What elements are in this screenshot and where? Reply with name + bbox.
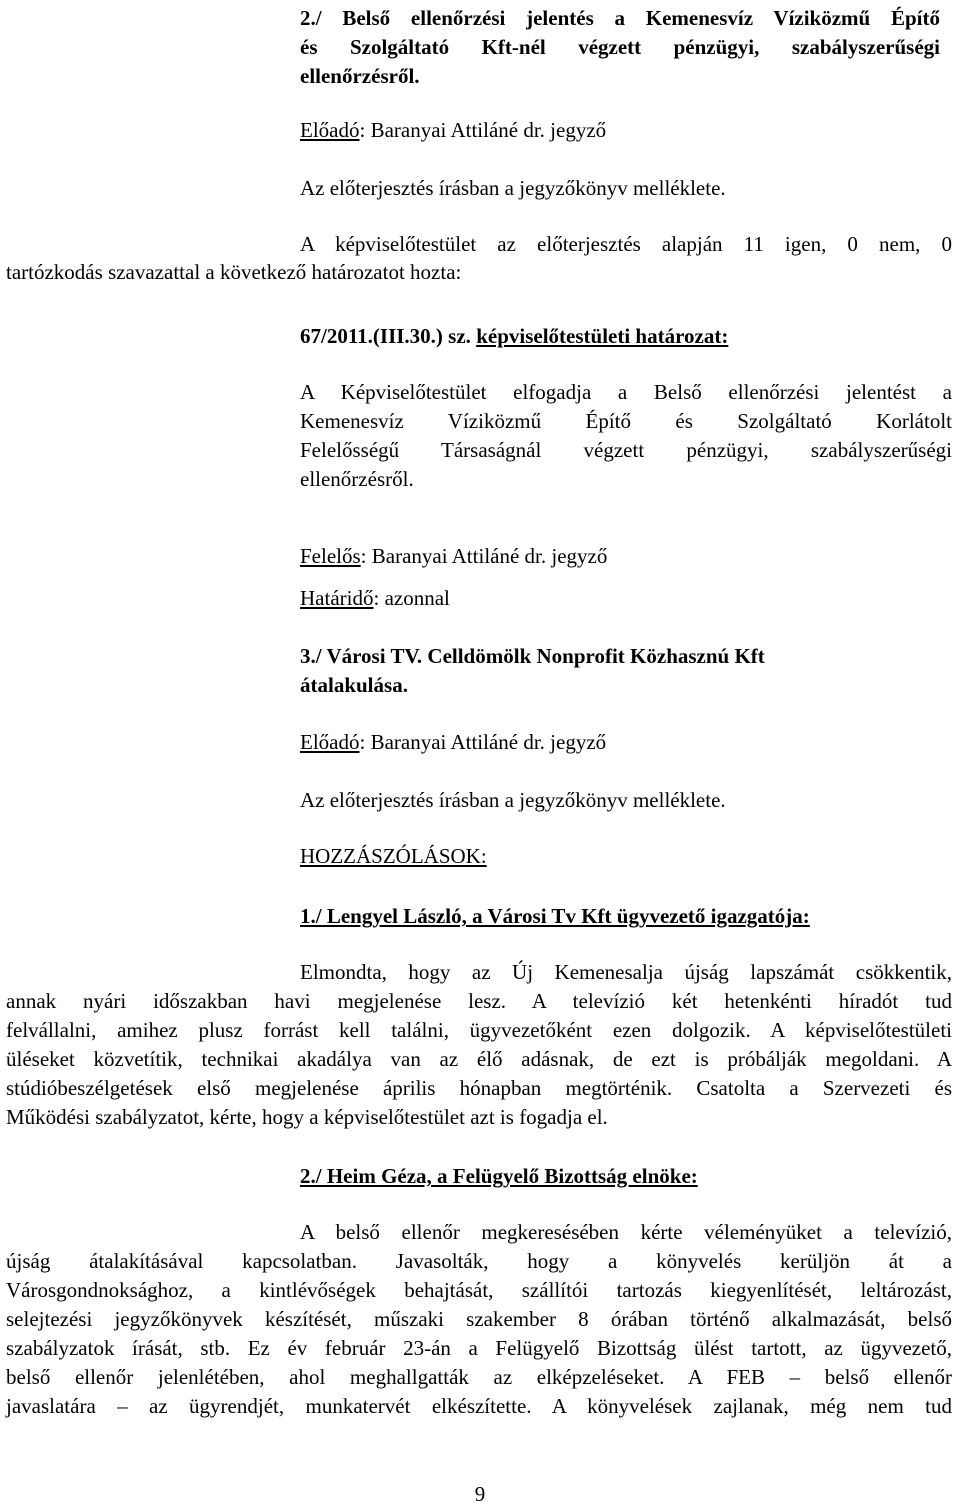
page-number: 9 [474,1482,486,1506]
speaker2-line: selejtezési jegyzőkönyvek készítését, műszaki szakember 8 órában történő alkalmazását, belső [6,1307,952,1331]
resolution-heading [300,322,728,351]
speaker2-line: szabályzatok írását, stb. Ez év február 23-án a Felügyelő Bizottság ülést tartott, az ügyvezető, [6,1336,952,1360]
deadline-value: : azonnal [373,586,450,610]
speaker1-line: felvállalni, amihez plusz forrást kell találni, ügyvezetőként ezen dolgozik. A képviselőtestületi [6,1018,952,1042]
speaker2-line: Városgondnoksághoz, a kintlévőségek behajtását, szállítói tartozás kiegyenlítését, leltározást, [6,1278,952,1302]
item2-title-line: 2./ Belső ellenőrzési jelentés a Kemenesvíz Víziközmű Építő [300,6,940,30]
speaker1-text [6,958,952,1132]
speaker1-line: Működési szabályzatot, kérte, hogy a képviselőtestület azt is fogadja el. [6,1105,608,1129]
item2-title-line: ellenőrzésről. [300,64,420,88]
presenter-value: : Baranyai Attiláné dr. jegyző [359,118,607,142]
speaker1-line: annak nyári időszakban havi megjelenése lesz. A televízió két hetenkénti híradót tud [6,989,952,1013]
item2-attachment-note: Az előterjesztés írásban a jegyzőkönyv melléklete. [300,176,726,200]
item2-presenter [300,116,606,145]
item3-title [300,642,900,700]
resolution-text-line: Kemenesvíz Víziközmű Építő és Szolgáltató Korlátolt [300,409,952,433]
speaker2-line: A belső ellenőr megkeresésében kérte véleményüket a televízió, [300,1220,952,1244]
item2-title [300,4,940,91]
speaker1-line: üléseket közvetítik, technikai akadálya van az élő adásnak, de ezt is próbálják megoldani. A [6,1047,952,1071]
presenter-label: Előadó [300,730,360,754]
responsible-line [300,542,607,571]
item3-title-line: 3./ Városi TV. Celldömölk Nonprofit Közhasznú Kft [300,644,765,668]
resolution-text-line: ellenőrzésről. [300,467,414,491]
deadline-label: Határidő [300,586,374,610]
item3-title-line: átalakulása. [300,673,408,697]
speaker2-text [6,1218,952,1421]
resolution-number: 67/2011.(III.30.) sz. [300,324,471,348]
vote-line: A képviselőtestület az előterjesztés alapján 11 igen, 0 nem, 0 [300,232,952,256]
responsible-label: Felelős [300,544,361,568]
item2-vote-line1 [300,230,952,259]
resolution-text-line: Felelősségű Társaságnál végzett pénzügyi, szabályszerűségi [300,438,952,462]
resolution-label: képviselőtestületi határozat: [476,324,729,348]
resolution-text [300,378,952,494]
presenter-value: : Baranyai Attiláné dr. jegyző [359,730,607,754]
resolution-text-line: A Képviselőtestület elfogadja a Belső ellenőrzési jelentést a [300,380,952,404]
speaker2-heading: 2./ Heim Géza, a Felügyelő Bizottság elnöke: [300,1164,698,1188]
speaker1-line: Elmondta, hogy az Új Kemenesalja újság lapszámát csökkentik, [300,960,952,984]
item2-vote-line2: tartózkodás szavazattal a következő határozatot hozta: [6,260,462,284]
speaker2-line: belső ellenőr jelenlétében, ahol meghallgatták az elképzeléseket. A FEB – belső ellenőr [6,1365,952,1389]
item3-attachment-note: Az előterjesztés írásban a jegyzőkönyv melléklete. [300,788,726,812]
speaker1-heading: 1./ Lengyel László, a Városi Tv Kft ügyvezető igazgatója: [300,904,810,928]
speaker2-line: újság átalakításával kapcsolatban. Javasolták, hogy a könyvelés kerüljön át a [6,1249,952,1273]
deadline-line [300,584,450,613]
responsible-value: : Baranyai Attiláné dr. jegyző [360,544,608,568]
speaker2-line: javaslatára – az ügyrendjét, munkatervét elkészítette. A könyvelések zajlanak, még nem tud [6,1394,952,1418]
speaker1-line: stúdióbeszélgetések első megjelenése április hónapban megtörténik. Csatolta a Szervezeti és [6,1076,952,1100]
item3-presenter [300,728,606,757]
comments-heading: HOZZÁSZÓLÁSOK: [300,844,487,868]
presenter-label: Előadó [300,118,360,142]
item2-title-line: és Szolgáltató Kft-nél végzett pénzügyi, szabályszerűségi [300,35,940,59]
